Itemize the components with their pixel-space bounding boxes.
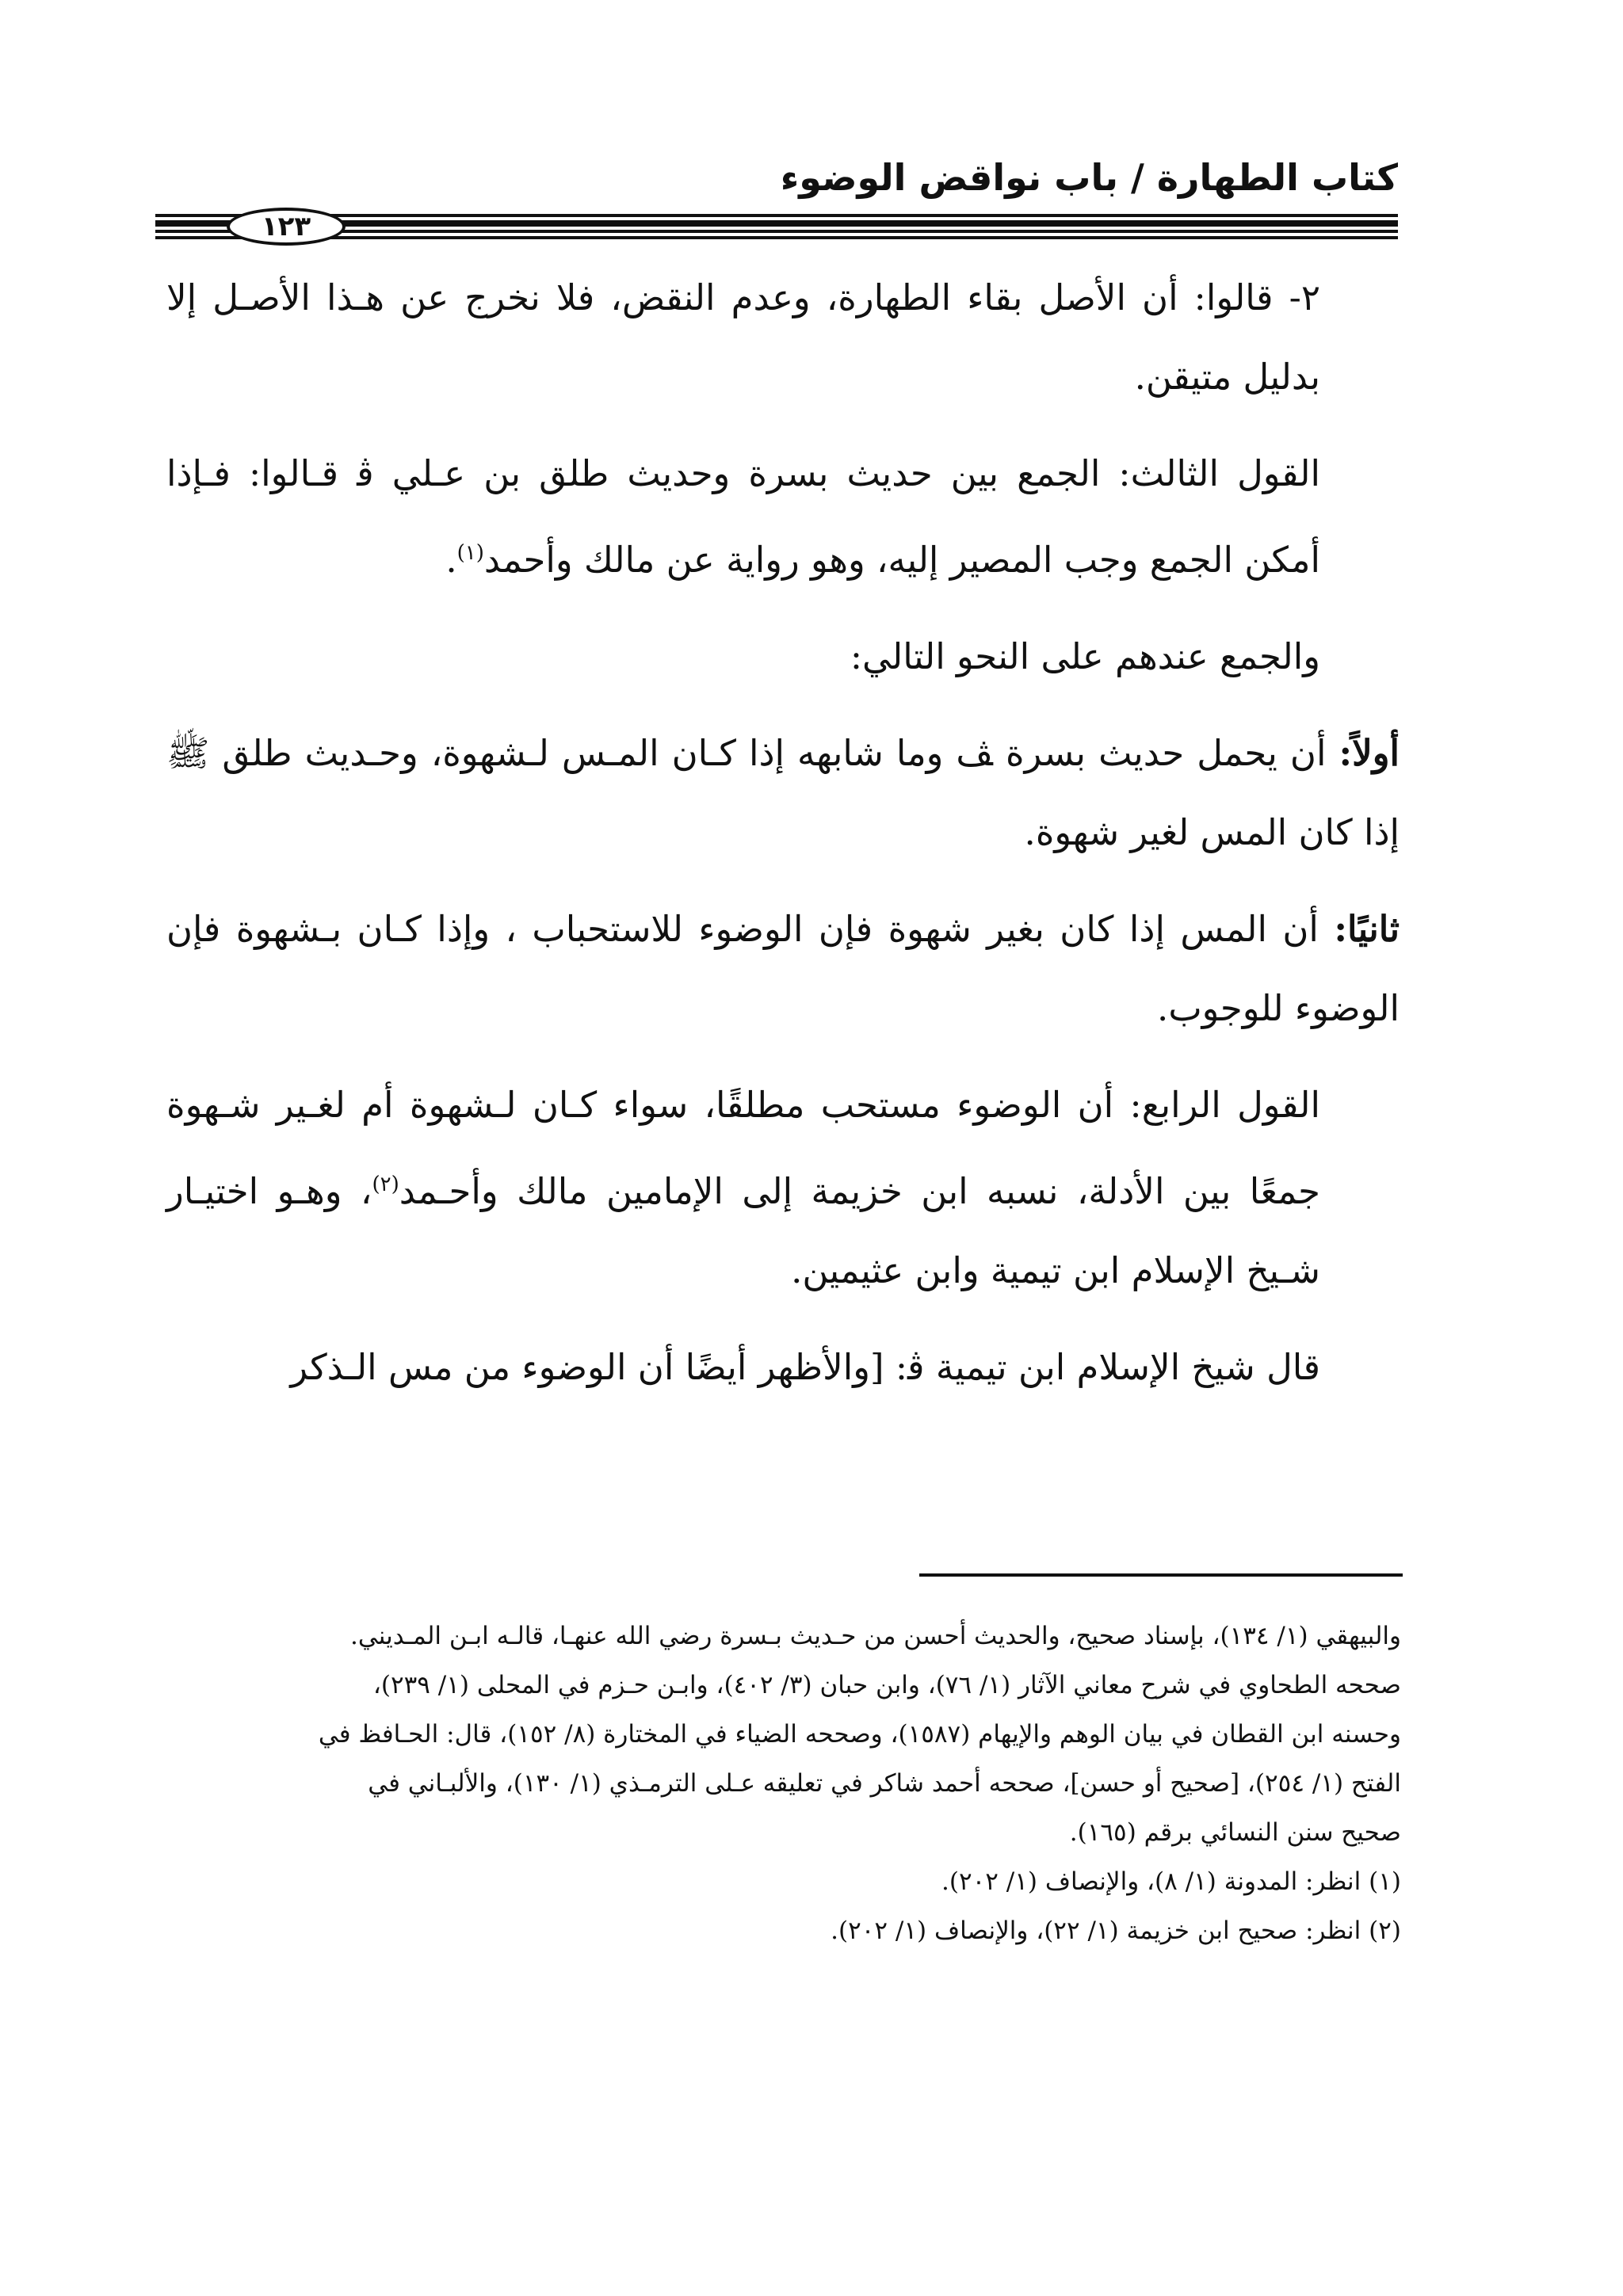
footnotes — [174, 1611, 1401, 1955]
paragraph-4-line-1: أن يحمل حديث بسرة ﭫ وما شابهه إذا كـان المـس لـشهوة، وحـديث — [304, 732, 1339, 774]
footnote-marker-2: (٢) — [372, 1173, 399, 1196]
footnote-continuation-line-1: والبيهقي (١/ ١٣٤)، بإسناد صحيح، والحديث أحسن من حـديث بـسرة رضي الله عنهـا، قالـه ابـن المـديني. — [350, 1622, 1401, 1650]
footnote-continuation-line-5: صحيح سنن النسائي برقم (١٦٥). — [1069, 1818, 1401, 1847]
footnote-continuation-line-4: الفتح (١/ ٢٥٤)، [صحيح أو حسن]، صححه أحمد شاكر في تعليقه عـلى الترمـذي (١/ ١٣٠)، والألبـاني في — [368, 1769, 1401, 1798]
paragraph-2-line-1: القول الثالث: الجمع بين حديث بسرة وحديث طلق بن عـلي ﭬ قـالوا: فـإذا — [166, 452, 1320, 494]
paragraph-4 — [166, 714, 1400, 872]
paragraph-2-end: . — [445, 539, 457, 581]
footnote-marker-1: (١) — [456, 541, 484, 565]
paragraph-5-line-1: أن المس إذا كان بغير شهوة فإن الوضوء للاستحباب ، وإذا كـان بـشهوة — [235, 908, 1335, 950]
paragraph-6-line-1: القول الرابع: أن الوضوء مستحب مطلقًا، سواء كـان لـشهوة أم لغـير شـهوة — [166, 1084, 1320, 1126]
paragraph-1 — [166, 258, 1400, 417]
footnote-1: (١) انظر: المدونة (١/ ٨)، والإنصاف (١/ ٢٠٢). — [941, 1867, 1401, 1896]
page-number: ١٢٣ — [261, 211, 311, 242]
paragraph-1-line-2: إلا بدليل متيقن. — [166, 277, 1320, 398]
header-rule — [155, 208, 1398, 250]
running-header-title: كتاب الطهارة / باب نواقض الوضوء — [780, 156, 1398, 199]
paragraph-4-line-2: طلق ﷺ إذا كان المس لغير شهوة. — [166, 732, 1400, 853]
paragraph-2 — [166, 434, 1400, 600]
paragraph-3 — [166, 617, 1400, 696]
header-rule-line-top — [155, 214, 1398, 217]
paragraph-3-text: والجمع عندهم على النحو التالي: — [850, 635, 1320, 677]
page-number-badge — [227, 208, 346, 246]
paragraph-7 — [166, 1328, 1400, 1407]
footnote-continuation-line-3: وحسنه ابن القطان في بيان الوهم والإيهام (١٥٨٧)، وصححه الضياء في المختارة (٨/ ١٥٢)، قال: الحـافظ في — [318, 1720, 1401, 1749]
paragraph-6 — [166, 1066, 1400, 1310]
paragraph-7-text: قال شيخ الإسلام ابن تيمية ﭬ: [والأظهر أيضًا أن الوضوء من مس الـذكر — [290, 1346, 1320, 1388]
paragraph-2-line-2: أمكن الجمع وجب المصير إليه، وهو رواية عن مالك وأحمد — [483, 539, 1320, 581]
main-text — [166, 258, 1400, 1407]
paragraph-6-line-2a: جمعًا بين الأدلة، نسبه ابن خزيمة إلى الإمامين مالك وأحـمد — [399, 1170, 1320, 1212]
footnote-separator — [919, 1573, 1403, 1577]
paragraph-6-line-2b: ، وهـو اختيـار شـيخ — [166, 1170, 1320, 1291]
header-rule-line-bottom — [155, 236, 1398, 239]
footnote-2: (٢) انظر: صحيح ابن خزيمة (١/ ٢٢)، والإنصاف (١/ ٢٠٢). — [831, 1917, 1401, 1945]
paragraph-6-line-3: الإسلام ابن تيمية وابن عثيمين. — [791, 1249, 1235, 1291]
paragraph-5-line-2: فإن الوضوء للوجوب. — [166, 908, 1400, 1029]
paragraph-1-line-1: ٢- قالوا: أن الأصل بقاء الطهارة، وعدم النقض، فلا نخرج عن هـذا الأصـل — [212, 277, 1320, 318]
paragraph-5-lead: ثانيًا: — [1334, 908, 1400, 950]
footnote-continuation-line-2: صححه الطحاوي في شرح معاني الآثار (١/ ٧٦)، وابن حبان (٣/ ٤٠٢)، وابـن حـزم في المحلى (١/ ٢٣٩)، — [372, 1671, 1401, 1699]
paragraph-5 — [166, 890, 1400, 1048]
paragraph-4-lead: أولاً: — [1338, 732, 1400, 774]
